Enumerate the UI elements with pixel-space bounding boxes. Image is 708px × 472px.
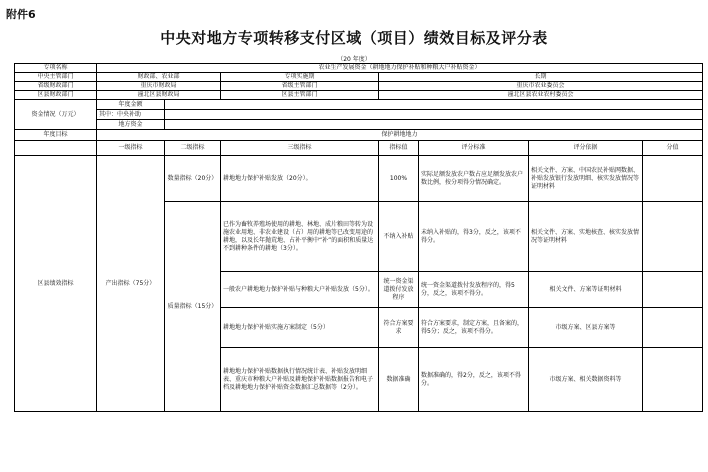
header-third-indicator: 三级指标: [221, 141, 379, 156]
header-second-indicator: 二级指标: [165, 141, 221, 156]
implementation-period-label: 专项实施期: [221, 73, 379, 82]
funds-annual-value: [165, 100, 703, 110]
indicator-value-1: 100%: [379, 156, 419, 202]
county-finance-value: 潼北区县财政局: [97, 91, 221, 100]
header-standard: 评分标准: [419, 141, 529, 156]
third-indicator-5: 耕地地力保护补贴数据执行情况统计表、补贴发放明细表、重庆市种粮大户补贴及耕地保护补贴数据报告和电子档及耕地地力保护补贴资金数据汇总数据等（2分）。: [221, 348, 379, 412]
provincial-agri-value: 重庆市农业委员会: [379, 82, 703, 91]
basis-4: 市级方案、区县方案等: [529, 308, 643, 348]
project-name-value: 农业生产发展资金（耕地地力保护补贴和种粮大户补贴资金）: [97, 64, 703, 73]
header-basis: 评分依据: [529, 141, 643, 156]
third-indicator-1: 耕地地力保护补贴发放（20分）。: [221, 156, 379, 202]
section-label: 区县绩效指标: [15, 156, 97, 412]
funds-label: 资金情况（万元）: [15, 100, 97, 130]
indicator-value-2: 不纳入补贴: [379, 202, 419, 272]
standard-5: 数据准确的，得2分，反之，该项不得分。: [419, 348, 529, 412]
page-title: 中央对地方专项转移支付区域（项目）绩效目标及评分表: [160, 29, 548, 47]
county-finance-label: 区县财政部门: [15, 91, 97, 100]
provincial-finance-label: 省级财政部门: [15, 82, 97, 91]
central-dept-label: 中央主管部门: [15, 73, 97, 82]
score-5: [643, 348, 703, 412]
indicator-value-5: 数据准确: [379, 348, 419, 412]
funds-local-value: [165, 120, 703, 130]
basis-2: 相关文件、方案、实地核查、核实发放情况等证明材料: [529, 202, 643, 272]
standard-4: 符合方案要求，制定方案，且备案的，得5分；反之，该项不得分。: [419, 308, 529, 348]
third-indicator-3: 一般农户耕地地力保护补贴与种粮大户补贴发放（5分）。: [221, 272, 379, 308]
funds-central-label: 其中：中央补助: [97, 110, 165, 120]
standard-2: 未纳入补贴的，得3分，反之，该项不得分。: [419, 202, 529, 272]
indicator-value-3: 统一资金渠道拨付发放程序: [379, 272, 419, 308]
header-score: 分值: [643, 141, 703, 156]
basis-3: 相关文件、方案等证明材料: [529, 272, 643, 308]
funds-annual-label: 年度金额: [97, 100, 165, 110]
score-1: [643, 156, 703, 202]
standard-3: 统一资金渠道拨付发放程序的，得5分，反之，该项不得分。: [419, 272, 529, 308]
annual-goal-value: 保护耕地地力: [97, 130, 703, 141]
county-agri-value: 潼北区县农业农村委员会: [379, 91, 703, 100]
annual-goal-label: 年度目标: [15, 130, 97, 141]
project-name-label: 专项名称: [15, 64, 97, 73]
score-2: [643, 202, 703, 272]
attachment-label: 附件6: [6, 8, 36, 21]
funds-local-label: 地方资金: [97, 120, 165, 130]
basis-5: 市级方案、相关数据资料等: [529, 348, 643, 412]
first-indicator: 产出指标（75分）: [97, 156, 165, 412]
header-value: 指标值: [379, 141, 419, 156]
header-blank: [15, 141, 97, 156]
funds-central-value: [165, 110, 703, 120]
provincial-finance-value: 重庆市财政局: [97, 82, 221, 91]
year-label: （20 年度）: [337, 56, 371, 63]
standard-1: 实际足额发放农户数占应足额发放农户数比例，按分项得分情况确定。: [419, 156, 529, 202]
provincial-agri-label: 省级主管部门: [221, 82, 379, 91]
score-3: [643, 272, 703, 308]
evaluation-table: [14, 63, 703, 412]
central-dept-value: 财政部、农业部: [97, 73, 221, 82]
county-agri-label: 区县主管部门: [221, 91, 379, 100]
header-first-indicator: 一级指标: [97, 141, 165, 156]
third-indicator-4: 耕地地力保护补贴实施方案制定（5分）: [221, 308, 379, 348]
basis-1: 相关文件、方案、中国农民补贴网数据、补贴发放银行发放明细、核实发放情况等证明材料: [529, 156, 643, 202]
quantity-indicator: 数量指标（20分）: [165, 156, 221, 202]
quality-indicator: 质量指标（15分）: [165, 202, 221, 412]
implementation-period-value: 长期: [379, 73, 703, 82]
indicator-value-4: 符合方案要求: [379, 308, 419, 348]
third-indicator-2: 已作为畜牧养殖场使用的耕地、林地、成片粮田等转为设施农业用地、非农业建设（占）用的耕地等已改变用途的耕地，以及长年抛荒地、占补平衡中“补”的面积和质量达不到耕种条件的耕地（3分）。: [221, 202, 379, 272]
score-4: [643, 308, 703, 348]
